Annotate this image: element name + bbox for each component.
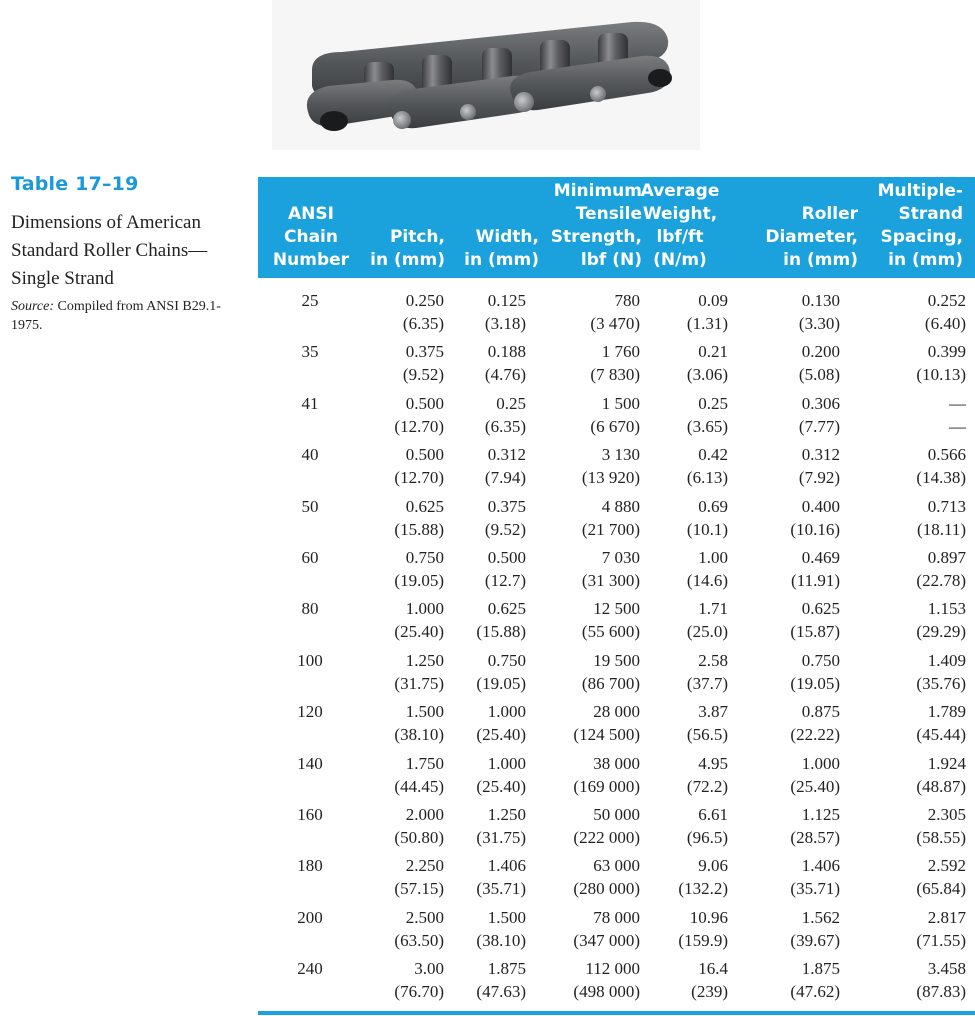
cell-pitch: 0.500 (12.70) bbox=[394, 393, 444, 436]
header-roller-diameter: Roller Diameter, in (mm) bbox=[765, 204, 858, 270]
cell-strand-spacing: 2.592 (65.84) bbox=[916, 856, 966, 899]
cell-roller-diameter: 0.312 (7.92) bbox=[798, 445, 840, 488]
cell-pitch: 0.750 (19.05) bbox=[394, 547, 444, 590]
cell-pitch: 2.500 (63.50) bbox=[394, 907, 444, 950]
cell-average-weight: 1.00 (14.6) bbox=[686, 547, 728, 590]
cell-chain-number: 41 bbox=[301, 393, 319, 413]
cell-average-weight: 0.21 (3.06) bbox=[686, 342, 728, 385]
cell-roller-diameter: 0.130 (3.30) bbox=[798, 291, 840, 333]
cell-width: 1.500 (38.10) bbox=[476, 907, 526, 950]
cell-roller-diameter: 1.406 (35.71) bbox=[790, 856, 840, 899]
cell-average-weight: 2.58 (37.7) bbox=[686, 650, 728, 693]
cell-tensile-strength: 78 000 (347 000) bbox=[573, 907, 640, 950]
cell-width: 0.312 (7.94) bbox=[484, 445, 526, 488]
cell-strand-spacing: 0.566 (14.38) bbox=[916, 445, 966, 488]
roller-chain-icon bbox=[272, 0, 700, 150]
cell-chain-number: 160 bbox=[297, 804, 323, 824]
roller-chain-photo bbox=[272, 0, 700, 150]
cell-chain-number: 120 bbox=[297, 702, 323, 722]
header-min-tensile-strength: Minimum Tensile Strength, lbf (N) bbox=[550, 181, 642, 270]
cell-pitch: 0.625 (15.88) bbox=[394, 496, 444, 539]
cell-average-weight: 0.09 (1.31) bbox=[686, 291, 728, 333]
table-row bbox=[258, 289, 975, 340]
cell-chain-number: 25 bbox=[301, 291, 319, 310]
cell-roller-diameter: 1.562 (39.67) bbox=[790, 907, 840, 950]
cell-tensile-strength: 1 760 (7 830) bbox=[590, 342, 640, 385]
cell-strand-spacing: 1.409 (35.76) bbox=[916, 650, 966, 693]
cell-average-weight: 10.96 (159.9) bbox=[678, 907, 728, 950]
cell-tensile-strength: 19 500 (86 700) bbox=[581, 650, 640, 693]
source-text: Compiled from ANSI B29.1-1975. bbox=[11, 299, 221, 333]
cell-roller-diameter: 1.875 (47.62) bbox=[790, 959, 840, 1002]
cell-roller-diameter: 0.400 (10.16) bbox=[790, 496, 840, 539]
cell-average-weight: 0.69 (10.1) bbox=[686, 496, 728, 539]
cell-average-weight: 16.4 (239) bbox=[691, 959, 728, 1002]
cell-pitch: 1.250 (31.75) bbox=[394, 650, 444, 693]
table-row bbox=[258, 649, 975, 700]
cell-tensile-strength: 38 000 (169 000) bbox=[573, 753, 640, 796]
table-body bbox=[258, 289, 975, 1008]
header-pitch: Pitch, in (mm) bbox=[370, 227, 445, 270]
cell-chain-number: 60 bbox=[301, 547, 319, 567]
table-description: Dimensions of American Standard Roller Chains—Single Strand bbox=[11, 212, 208, 289]
cell-tensile-strength: 3 130 (13 920) bbox=[581, 445, 640, 488]
cell-strand-spacing: 0.713 (18.11) bbox=[917, 496, 966, 539]
cell-width: 1.000 (25.40) bbox=[476, 753, 526, 796]
cell-tensile-strength: 63 000 (280 000) bbox=[573, 856, 640, 899]
cell-strand-spacing: 0.252 (6.40) bbox=[924, 291, 966, 333]
header-multiple-strand-spacing: Multiple- Strand Spacing, in (mm) bbox=[877, 181, 963, 270]
cell-chain-number: 140 bbox=[297, 753, 323, 773]
cell-tensile-strength: 28 000 (124 500) bbox=[573, 702, 640, 745]
header-width: Width, in (mm) bbox=[464, 227, 539, 270]
cell-chain-number: 100 bbox=[297, 650, 323, 670]
cell-tensile-strength: 12 500 (55 600) bbox=[581, 599, 640, 642]
cell-width: 0.25 (6.35) bbox=[484, 393, 526, 436]
cell-pitch: 1.000 (25.40) bbox=[394, 599, 444, 642]
table-row bbox=[258, 957, 975, 1008]
cell-pitch: 1.750 (44.45) bbox=[394, 753, 444, 796]
header-ansi-chain-number: ANSI Chain Number bbox=[272, 204, 350, 270]
cell-width: 1.250 (31.75) bbox=[476, 804, 526, 847]
cell-roller-diameter: 0.625 (15.87) bbox=[790, 599, 840, 642]
cell-average-weight: 1.71 (25.0) bbox=[686, 599, 728, 642]
cell-roller-diameter: 0.875 (22.22) bbox=[790, 702, 840, 745]
cell-width: 0.500 (12.7) bbox=[484, 547, 526, 590]
source-prefix: Source: bbox=[11, 299, 55, 314]
cell-average-weight: 0.42 (6.13) bbox=[686, 445, 728, 488]
cell-tensile-strength: 1 500 (6 670) bbox=[590, 393, 640, 436]
cell-roller-diameter: 1.125 (28.57) bbox=[790, 804, 840, 847]
cell-pitch: 1.500 (38.10) bbox=[394, 702, 444, 745]
cell-roller-diameter: 0.306 (7.77) bbox=[798, 393, 840, 436]
cell-average-weight: 9.06 (132.2) bbox=[678, 856, 728, 899]
cell-tensile-strength: 50 000 (222 000) bbox=[573, 804, 640, 847]
cell-pitch: 3.00 (76.70) bbox=[394, 959, 444, 1002]
cell-strand-spacing: 1.924 (48.87) bbox=[916, 753, 966, 796]
header-average-weight: Average Weight, lbf/ft (N/m) bbox=[640, 181, 720, 270]
cell-strand-spacing: — — bbox=[949, 393, 966, 436]
table-caption bbox=[11, 173, 241, 335]
table-row bbox=[258, 803, 975, 854]
cell-width: 0.375 (9.52) bbox=[484, 496, 526, 539]
roller-chain-table bbox=[258, 177, 975, 1008]
cell-pitch: 0.250 (6.35) bbox=[402, 291, 444, 333]
cell-roller-diameter: 0.469 (11.91) bbox=[791, 547, 840, 590]
cell-tensile-strength: 4 880 (21 700) bbox=[581, 496, 640, 539]
cell-tensile-strength: 112 000 (498 000) bbox=[573, 959, 640, 1002]
cell-strand-spacing: 1.789 (45.44) bbox=[916, 702, 966, 745]
cell-width: 0.125 (3.18) bbox=[484, 291, 526, 333]
cell-chain-number: 35 bbox=[301, 342, 319, 362]
cell-tensile-strength: 780 (3 470) bbox=[590, 291, 640, 333]
table-row bbox=[258, 906, 975, 957]
cell-width: 1.406 (35.71) bbox=[476, 856, 526, 899]
table-bottom-rule bbox=[258, 1011, 975, 1015]
cell-width: 0.188 (4.76) bbox=[484, 342, 526, 385]
table-row bbox=[258, 546, 975, 597]
cell-chain-number: 180 bbox=[297, 856, 323, 876]
cell-strand-spacing: 2.305 (58.55) bbox=[916, 804, 966, 847]
cell-strand-spacing: 0.399 (10.13) bbox=[916, 342, 966, 385]
cell-average-weight: 4.95 (72.2) bbox=[686, 753, 728, 796]
cell-strand-spacing: 2.817 (71.55) bbox=[916, 907, 966, 950]
cell-chain-number: 240 bbox=[297, 959, 323, 979]
table-row bbox=[258, 597, 975, 648]
cell-average-weight: 6.61 (96.5) bbox=[686, 804, 728, 847]
cell-chain-number: 80 bbox=[301, 599, 319, 619]
cell-chain-number: 50 bbox=[301, 496, 319, 516]
cell-strand-spacing: 3.458 (87.83) bbox=[916, 959, 966, 1002]
cell-average-weight: 0.25 (3.65) bbox=[686, 393, 728, 436]
table-row bbox=[258, 392, 975, 443]
cell-chain-number: 40 bbox=[301, 445, 319, 465]
cell-pitch: 2.000 (50.80) bbox=[394, 804, 444, 847]
cell-average-weight: 3.87 (56.5) bbox=[686, 702, 728, 745]
cell-width: 0.625 (15.88) bbox=[476, 599, 526, 642]
table-row bbox=[258, 443, 975, 494]
table-label: Table 17–19 bbox=[11, 173, 139, 195]
cell-pitch: 2.250 (57.15) bbox=[394, 856, 444, 899]
table-source bbox=[11, 297, 241, 335]
cell-tensile-strength: 7 030 (31 300) bbox=[581, 547, 640, 590]
cell-pitch: 0.500 (12.70) bbox=[394, 445, 444, 488]
cell-roller-diameter: 1.000 (25.40) bbox=[790, 753, 840, 796]
cell-width: 1.875 (47.63) bbox=[476, 959, 526, 1002]
table-header bbox=[258, 177, 975, 278]
cell-width: 1.000 (25.40) bbox=[476, 702, 526, 745]
cell-width: 0.750 (19.05) bbox=[476, 650, 526, 693]
cell-roller-diameter: 0.200 (5.08) bbox=[798, 342, 840, 385]
table-row bbox=[258, 752, 975, 803]
cell-strand-spacing: 1.153 (29.29) bbox=[916, 599, 966, 642]
table-row bbox=[258, 854, 975, 905]
table-row bbox=[258, 340, 975, 391]
table-row bbox=[258, 700, 975, 751]
cell-chain-number: 200 bbox=[297, 907, 323, 927]
table-row bbox=[258, 495, 975, 546]
cell-roller-diameter: 0.750 (19.05) bbox=[790, 650, 840, 693]
cell-strand-spacing: 0.897 (22.78) bbox=[916, 547, 966, 590]
cell-pitch: 0.375 (9.52) bbox=[402, 342, 444, 385]
